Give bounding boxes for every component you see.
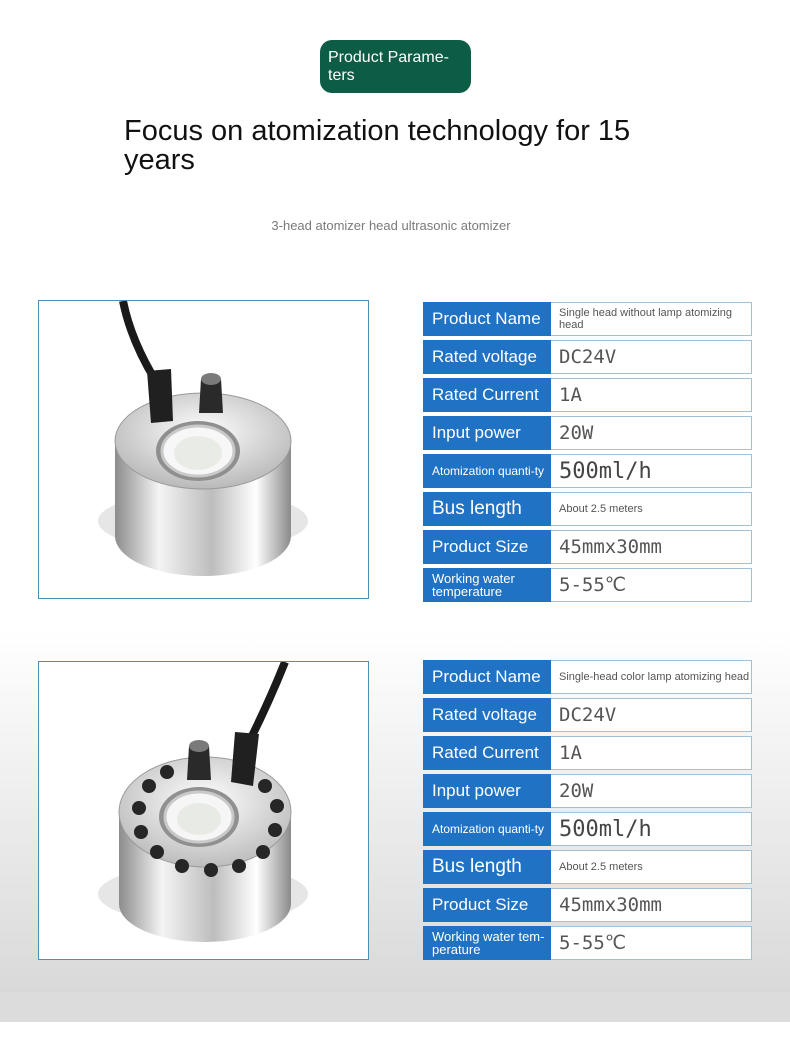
spec-row-bus-length [423,492,752,526]
spec-value: 20W [551,774,752,808]
bottom-band [0,992,790,1022]
spec-row-product-name [423,302,752,336]
spec-row-input-power [423,774,752,808]
spec-label: Input power [423,774,551,808]
spec-table-color-lamp [423,660,752,964]
spec-value: About 2.5 meters [551,492,752,526]
page-subheading: 3-head atomizer head ultrasonic atomizer [271,218,511,233]
atomizer-without-lamp-icon [39,301,368,598]
spec-value: About 2.5 meters [551,850,752,884]
spec-label: Product Size [423,888,551,922]
spec-value: Single-head color lamp atomizing head [551,660,752,694]
spec-label: Atomization quanti-ty [423,454,551,488]
spec-value: 20W [551,416,752,450]
spec-row-atomization-quantity [423,812,752,846]
spec-row-atomization-quantity [423,454,752,488]
spec-label: Product Size [423,530,551,564]
spec-value: 45mmx30mm [551,530,752,564]
spec-label: Bus length [423,492,551,526]
spec-table-no-lamp [423,302,752,606]
spec-value: 500ml/h [551,454,752,488]
spec-value: Single head without lamp atomizing head [551,302,752,336]
atomizer-with-color-lamp-icon [39,662,368,959]
spec-value: 5-55℃ [551,568,752,602]
spec-row-product-name [423,660,752,694]
spec-row-rated-current [423,378,752,412]
spec-label: Product Name [423,660,551,694]
spec-value: 5-55℃ [551,926,752,960]
spec-row-rated-current [423,736,752,770]
spec-row-input-power [423,416,752,450]
spec-label: Bus length [423,850,551,884]
spec-label: Working water tem-perature [423,926,551,960]
spec-value: DC24V [551,340,752,374]
page-headline: Focus on atomization technology for 15 years [124,115,631,176]
spec-row-water-temperature [423,568,752,602]
spec-value: 500ml/h [551,812,752,846]
spec-row-product-size [423,888,752,922]
spec-label: Product Name [423,302,551,336]
spec-value: 1A [551,736,752,770]
spec-label: Working water temperature [423,568,551,602]
spec-label: Rated Current [423,378,551,412]
spec-value: DC24V [551,698,752,732]
spec-row-rated-voltage [423,698,752,732]
spec-row-bus-length [423,850,752,884]
spec-value: 45mmx30mm [551,888,752,922]
spec-label: Rated Current [423,736,551,770]
spec-value: 1A [551,378,752,412]
product-photo-no-lamp [38,300,369,599]
product-photo-color-lamp [38,661,369,960]
spec-row-rated-voltage [423,340,752,374]
spec-label: Input power [423,416,551,450]
section-badge: Product Parame-ters [320,40,471,93]
spec-label: Atomization quanti-ty [423,812,551,846]
spec-label: Rated voltage [423,698,551,732]
spec-row-product-size [423,530,752,564]
spec-label: Rated voltage [423,340,551,374]
spec-row-water-temperature [423,926,752,960]
